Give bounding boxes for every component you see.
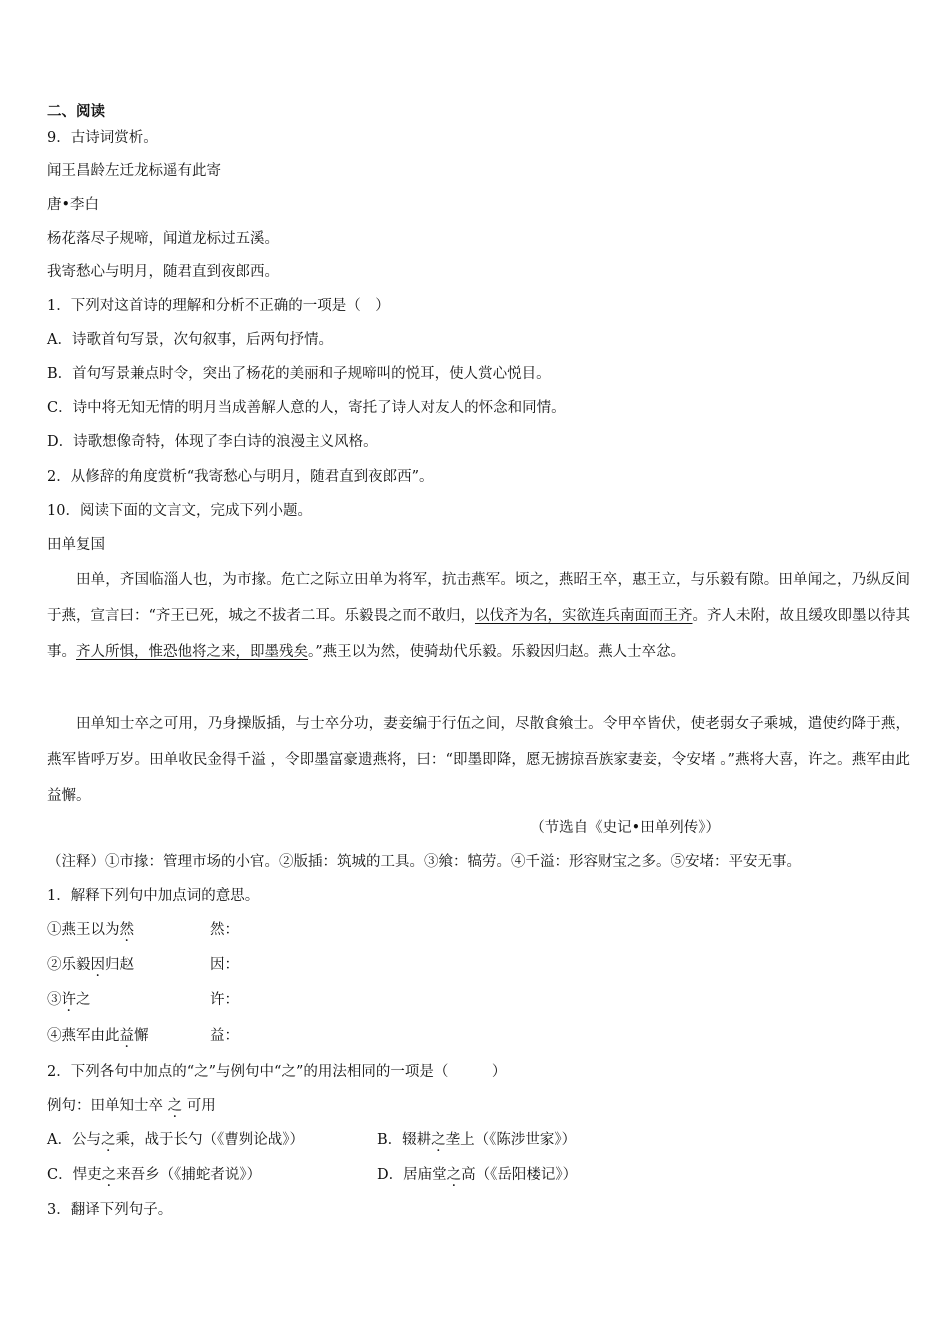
word-item-3: ③许之 许： [47,992,239,1008]
q10-sub2-stem: 2．下列各句中加点的“之”与例句中“之”的用法相同的一项是（ ） [47,1064,507,1080]
poem-author: 唐•李白 [47,197,100,213]
word-answer-label-4: 益： [210,1028,239,1044]
q10-options-row-1 [47,1130,910,1150]
poem-line-2: 我寄愁心与明月，随君直到夜郎西。 [47,264,279,280]
word-answer-label-3: 许： [210,992,239,1008]
word-answer-label-1: 然： [210,922,239,938]
q10-option-a: A．公与之乘，战于长勺（《曹刿论战》） [47,1132,304,1148]
word-answer-label-2: 因： [210,957,239,973]
q9-sub1-stem: 1．下列对这首诗的理解和分析不正确的一项是（ ） [47,298,390,314]
q9-option-c: C．诗中将无知无情的明月当成善解人意的人，寄托了诗人对友人的怀念和同情。 [47,400,566,416]
q10-option-d: D．居庙堂之高（《岳阳楼记》） [377,1167,578,1183]
question-9-heading: 9．古诗词赏析。 [47,130,158,146]
passage-title: 田单复国 [47,537,105,553]
passage-paragraph-2: 田单知士卒之可用，乃身操版插，与士卒分功，妻妾编于行伍之间，尽散食飨士。令甲卒皆伏，使老弱女子乘城，遣使约降于燕，燕军皆呼万岁。田单收民金得千溢 ，令即墨富豪遗燕将，曰：“即墨即降，愿无掳掠吾族家妻妾，令安堵 。”燕将大喜，许之。燕军由此益懈。 [47,716,910,804]
q9-option-b: B．首句写景兼点时令，突出了杨花的美丽和子规啼叫的悦耳，使人赏心悦目。 [47,366,551,382]
q10-option-b: B．辍耕之垄上（《陈涉世家》） [377,1132,577,1148]
poem-line-1: 杨花落尽子规啼，闻道龙标过五溪。 [47,231,279,247]
q9-sub2-stem: 2．从修辞的角度赏析“我寄愁心与明月，随君直到夜郎西”。 [47,469,434,485]
poem-title: 闻王昌龄左迁龙标遥有此寄 [47,163,221,179]
q10-options-row-2 [47,1165,910,1185]
underlined-sentence-1: 以伐齐为名，实欲连兵南面而王齐 [474,608,693,624]
word-item-1: ①燕王以为然 然： [47,922,239,938]
q10-sub3-stem: 3．翻译下列句子。 [47,1202,173,1218]
q10-sub1-stem: 1．解释下列句中加点词的意思。 [47,888,260,904]
passage-notes: （注释）①市掾：管理市场的小官。②版插：筑城的工具。③飨：犒劳。④千溢：形容财宝之多。⑤安堵：平安无事。 [47,854,801,870]
word-item-4: ④燕军由此益懈 益： [47,1028,239,1044]
passage-source: （节选自《史记•田单列传》） [530,820,720,836]
section-title: 二、阅读 [47,103,105,120]
word-item-2: ②乐毅因归赵 因： [47,957,239,973]
example-sentence: 例句：田单知士卒 之 可用 [47,1098,216,1114]
q10-option-c: C．悍吏之来吾乡（《捕蛇者说》） [47,1167,262,1183]
q9-option-a: A．诗歌首句写景，次句叙事，后两句抒情。 [47,332,333,348]
q9-option-d: D．诗歌想像奇特，体现了李白诗的浪漫主义风格。 [47,434,378,450]
question-10-heading: 10．阅读下面的文言文，完成下列小题。 [47,503,312,519]
passage-paragraph-1: 田单，齐国临淄人也，为市掾。危亡之际立田单为将军，抗击燕军。顷之，燕昭王卒，惠王立，与乐毅有隙。田单闻之，乃纵反间于燕，宣言曰：“齐王已死，城之不拔者二耳。乐毅畏之而不敢归，以伐齐为名，实欲连兵南面而王齐。齐人未附，故且缓攻即墨以待其事。齐人所惧，惟恐他将之来，即墨残矣。”燕王以为然，使骑劫代乐毅。乐毅因归赵。燕人士卒忿。 [47,572,911,660]
underlined-sentence-2: 齐人所惧，惟恐他将之来，即墨残矣 [76,644,308,660]
